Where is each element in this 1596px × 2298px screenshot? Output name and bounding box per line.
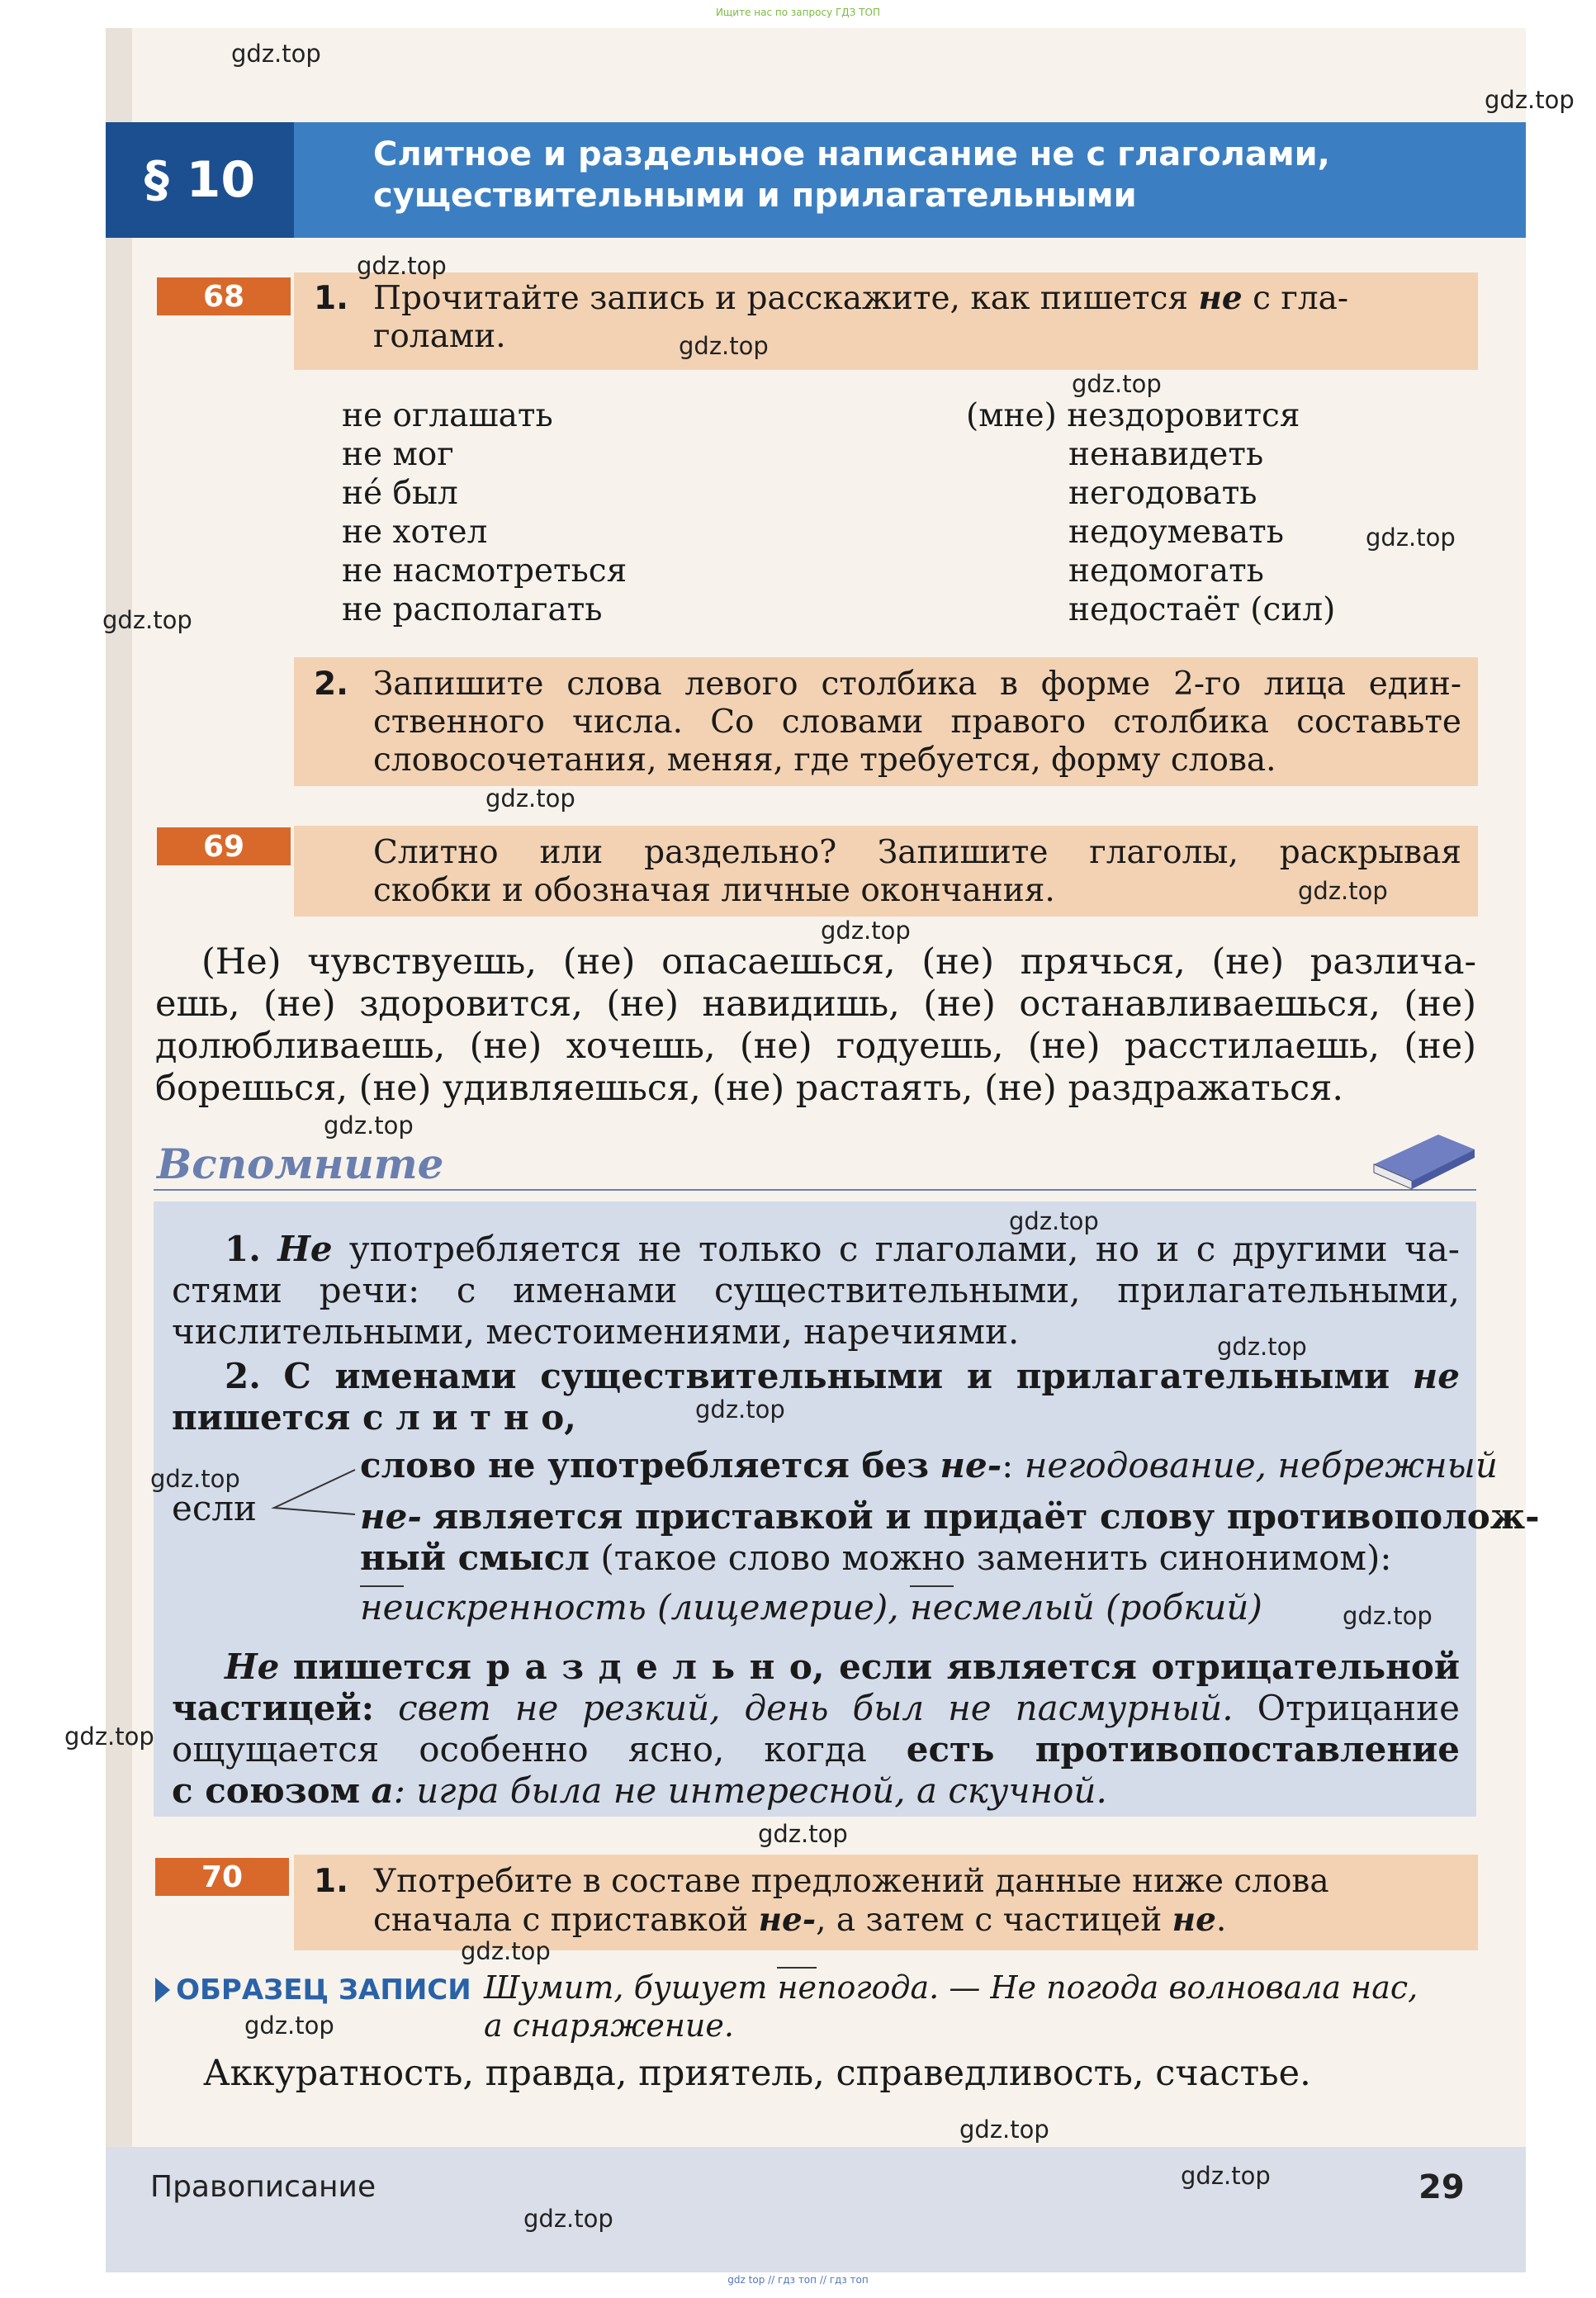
- rule-text: С именами существительными и прилагательными: [283, 1356, 1390, 1396]
- task-text: с гла-: [1253, 280, 1349, 317]
- exercise-70-task: 1. Употребите в составе предложений данные ниже слова сначала с приставкой не-, а затем с частицей не.: [294, 1855, 1478, 1950]
- example-text: свет не резкий, день был не пасмурный.: [398, 1688, 1234, 1728]
- left-word: не мог: [342, 436, 454, 473]
- watermark[interactable]: gdz.top: [150, 1465, 240, 1493]
- keyword-ne: Не: [225, 1647, 280, 1687]
- watermark[interactable]: gdz.top: [1009, 1207, 1099, 1235]
- watermark[interactable]: gdz.top: [1298, 877, 1388, 905]
- watermark[interactable]: gdz.top: [244, 2011, 334, 2040]
- watermark[interactable]: gdz.top: [679, 332, 769, 360]
- right-column: [966, 396, 1428, 629]
- sample-text: [484, 1967, 1478, 2045]
- point-number: 2.: [225, 1356, 261, 1396]
- keyword-ne: не-: [360, 1496, 422, 1537]
- prefix-arc: не: [910, 1587, 954, 1628]
- remind-divider: [154, 1189, 1476, 1191]
- task-text: Прочитайте запись и расскажите, как пишется: [373, 280, 1189, 317]
- condition-2: [360, 1496, 1540, 1628]
- example-text: погода. — Не погода волновала нас,: [817, 1969, 1418, 2006]
- watermark[interactable]: gdz.top: [357, 252, 447, 280]
- book-icon: [1369, 1130, 1478, 1192]
- keyword-ne: не-: [940, 1445, 1002, 1485]
- rule-text: (такое слово можно заменить синонимом):: [600, 1538, 1392, 1578]
- example-text: Шумит, бушует: [484, 1969, 768, 2006]
- left-word: не располагать: [342, 591, 603, 628]
- watermark[interactable]: gdz.top: [461, 1937, 551, 1965]
- rule-text: ощущается особенно ясно, когда: [172, 1729, 867, 1770]
- section-number: § 10: [106, 122, 294, 238]
- example-text: : игра была не интересной, а скучной.: [393, 1770, 1107, 1811]
- task-text: Слитно или раздельно? Запишите глаголы, раскрывая: [373, 834, 1461, 871]
- sample-label-text: ОБРАЗЕЦ ЗАПИСИ: [176, 1973, 471, 2007]
- footer-section-name: Правописание: [150, 2170, 377, 2204]
- right-word: ненавидеть: [1068, 436, 1264, 473]
- keyword-ne: Не: [277, 1229, 333, 1269]
- example-text: а снаряжение.: [484, 2007, 734, 2044]
- branch-arrow-icon: [271, 1466, 357, 1519]
- prefix-arc: не: [777, 1967, 817, 2007]
- page-gutter: [106, 28, 132, 2272]
- task-text: ственного числа. Со словами правого столбика составьте: [373, 704, 1461, 741]
- body-line: ешь, (не) здоровится, (не) навидишь, (не) останавливаешься, (не): [155, 983, 1476, 1025]
- rule-text: пишется с л и т н о,: [172, 1397, 576, 1438]
- right-word: недоумевать: [1068, 514, 1284, 551]
- task-text: словосочетания, меняя, где требуется, форму слова.: [373, 742, 1276, 779]
- watermark[interactable]: gdz.top: [485, 784, 575, 813]
- task-text: , а затем с частицей: [816, 1902, 1163, 1939]
- task-text: голами.: [373, 318, 506, 355]
- right-word: (мне) нездоровится: [966, 397, 1300, 434]
- condition-1: слово не употребляется без не-: негодование, небрежный: [360, 1445, 1498, 1485]
- task-number: 2.: [314, 666, 348, 703]
- rule-text: стями речи: с именами существительными, прилагательными,: [172, 1270, 1460, 1310]
- watermark[interactable]: gdz.top: [758, 1820, 848, 1848]
- left-column: [342, 396, 627, 629]
- task-text: Запишите слова левого столбика в форме 2-го лица един-: [373, 666, 1461, 703]
- top-banner[interactable]: Ищите нас по запросу ГДЗ ТОП: [716, 7, 880, 18]
- rule-text: с союзом: [172, 1770, 361, 1811]
- section-title-line2: существительными и прилагательными: [373, 177, 1137, 215]
- exercise-69-body: [155, 941, 1476, 1110]
- rule-text: числительными, местоимениями, наречиями.: [172, 1311, 1020, 1352]
- rule-text: Отрицание: [1257, 1688, 1460, 1728]
- keyword-ne: не: [1412, 1356, 1460, 1396]
- remind-point-2: [172, 1356, 1460, 1438]
- exercise-70-words: Аккуратность, правда, приятель, справедливость, счастье.: [203, 2053, 1311, 2094]
- task-text: скобки и обозначая личные окончания.: [373, 872, 1055, 909]
- watermark[interactable]: gdz.top: [523, 2205, 613, 2233]
- sample-label: [154, 1973, 471, 2007]
- right-word: недостаёт (сил): [1068, 591, 1336, 628]
- exercise-70-number: 70: [155, 1858, 289, 1896]
- watermark[interactable]: gdz.top: [1072, 370, 1162, 398]
- task-text: сначала с приставкой: [373, 1902, 749, 1939]
- left-word: не́ был: [342, 475, 458, 512]
- rule-text: пишется р а з д е л ь н о, если является отрицательной: [292, 1647, 1460, 1687]
- play-icon: [154, 1976, 172, 2004]
- remind-point-3: [172, 1647, 1460, 1812]
- task-keyword: не-: [758, 1901, 817, 1939]
- watermark[interactable]: gdz.top: [959, 2116, 1049, 2144]
- point-number: 1.: [225, 1229, 261, 1269]
- watermark[interactable]: gdz.top: [231, 40, 321, 68]
- watermark[interactable]: gdz.top: [821, 917, 911, 945]
- rule-text: слово не употребляется без: [360, 1445, 930, 1485]
- page-number: 29: [1418, 2168, 1465, 2206]
- exercise-68-number: 68: [157, 277, 291, 315]
- rule-text: ный смысл: [360, 1538, 590, 1578]
- rule-text: есть противопоставление: [906, 1729, 1460, 1770]
- bottom-banner[interactable]: gdz top // гдз топ // гдз топ: [727, 2274, 869, 2286]
- task-number: 1.: [314, 1863, 348, 1900]
- watermark[interactable]: gdz.top: [1485, 86, 1575, 114]
- watermark[interactable]: gdz.top: [64, 1722, 154, 1751]
- watermark[interactable]: gdz.top: [1343, 1602, 1433, 1630]
- watermark[interactable]: gdz.top: [1366, 524, 1456, 552]
- rule-text: употребляется не только с глаголами, но и с другими ча-: [348, 1229, 1460, 1269]
- exercise-68-task2: [294, 657, 1478, 786]
- rule-text: является приставкой и придаёт слову противополож-: [433, 1496, 1540, 1537]
- example-text: негодование, небрежный: [1024, 1445, 1498, 1485]
- exercise-68-task1: [294, 272, 1478, 370]
- rule-text: частицей:: [172, 1688, 375, 1728]
- watermark[interactable]: gdz.top: [102, 606, 192, 634]
- example-text: смелый (робкий): [953, 1587, 1262, 1628]
- body-line: долюбливаешь, (не) хочешь, (не) годуешь, (не) расстилаешь, (не): [155, 1026, 1476, 1067]
- exercise-69-number: 69: [157, 827, 291, 865]
- section-title-line1: Слитное и раздельное написание не с глаголами,: [373, 135, 1330, 173]
- example-text: искренность (лицемерие),: [403, 1587, 899, 1628]
- keyword-a: а: [371, 1770, 394, 1811]
- watermark[interactable]: gdz.top: [1217, 1333, 1307, 1361]
- watermark[interactable]: gdz.top: [695, 1395, 785, 1424]
- body-line: борешься, (не) удивляешься, (не) растаять, (не) раздражаться.: [155, 1068, 1343, 1109]
- page-footer: [106, 2147, 1526, 2272]
- watermark[interactable]: gdz.top: [324, 1111, 414, 1140]
- prefix-arc: не: [360, 1587, 404, 1628]
- right-word: недомогать: [1068, 552, 1264, 590]
- body-line: (Не) чувствуешь, (не) опасаешься, (не) прячься, (не) различа-: [201, 941, 1476, 983]
- section-title: [294, 122, 1526, 238]
- task-keyword: не: [1198, 279, 1243, 317]
- task-number: 1.: [314, 280, 348, 317]
- right-word: негодовать: [1068, 475, 1257, 512]
- task-text: Употребите в составе предложений данные ниже слова: [373, 1863, 1329, 1900]
- remind-title: Вспомните: [157, 1140, 444, 1188]
- if-label: если: [172, 1488, 258, 1528]
- left-word: не оглашать: [342, 397, 553, 434]
- left-word: не насмотреться: [342, 552, 628, 590]
- left-word: не хотел: [342, 514, 488, 551]
- watermark[interactable]: gdz.top: [1181, 2162, 1271, 2190]
- task-keyword: не: [1172, 1901, 1216, 1939]
